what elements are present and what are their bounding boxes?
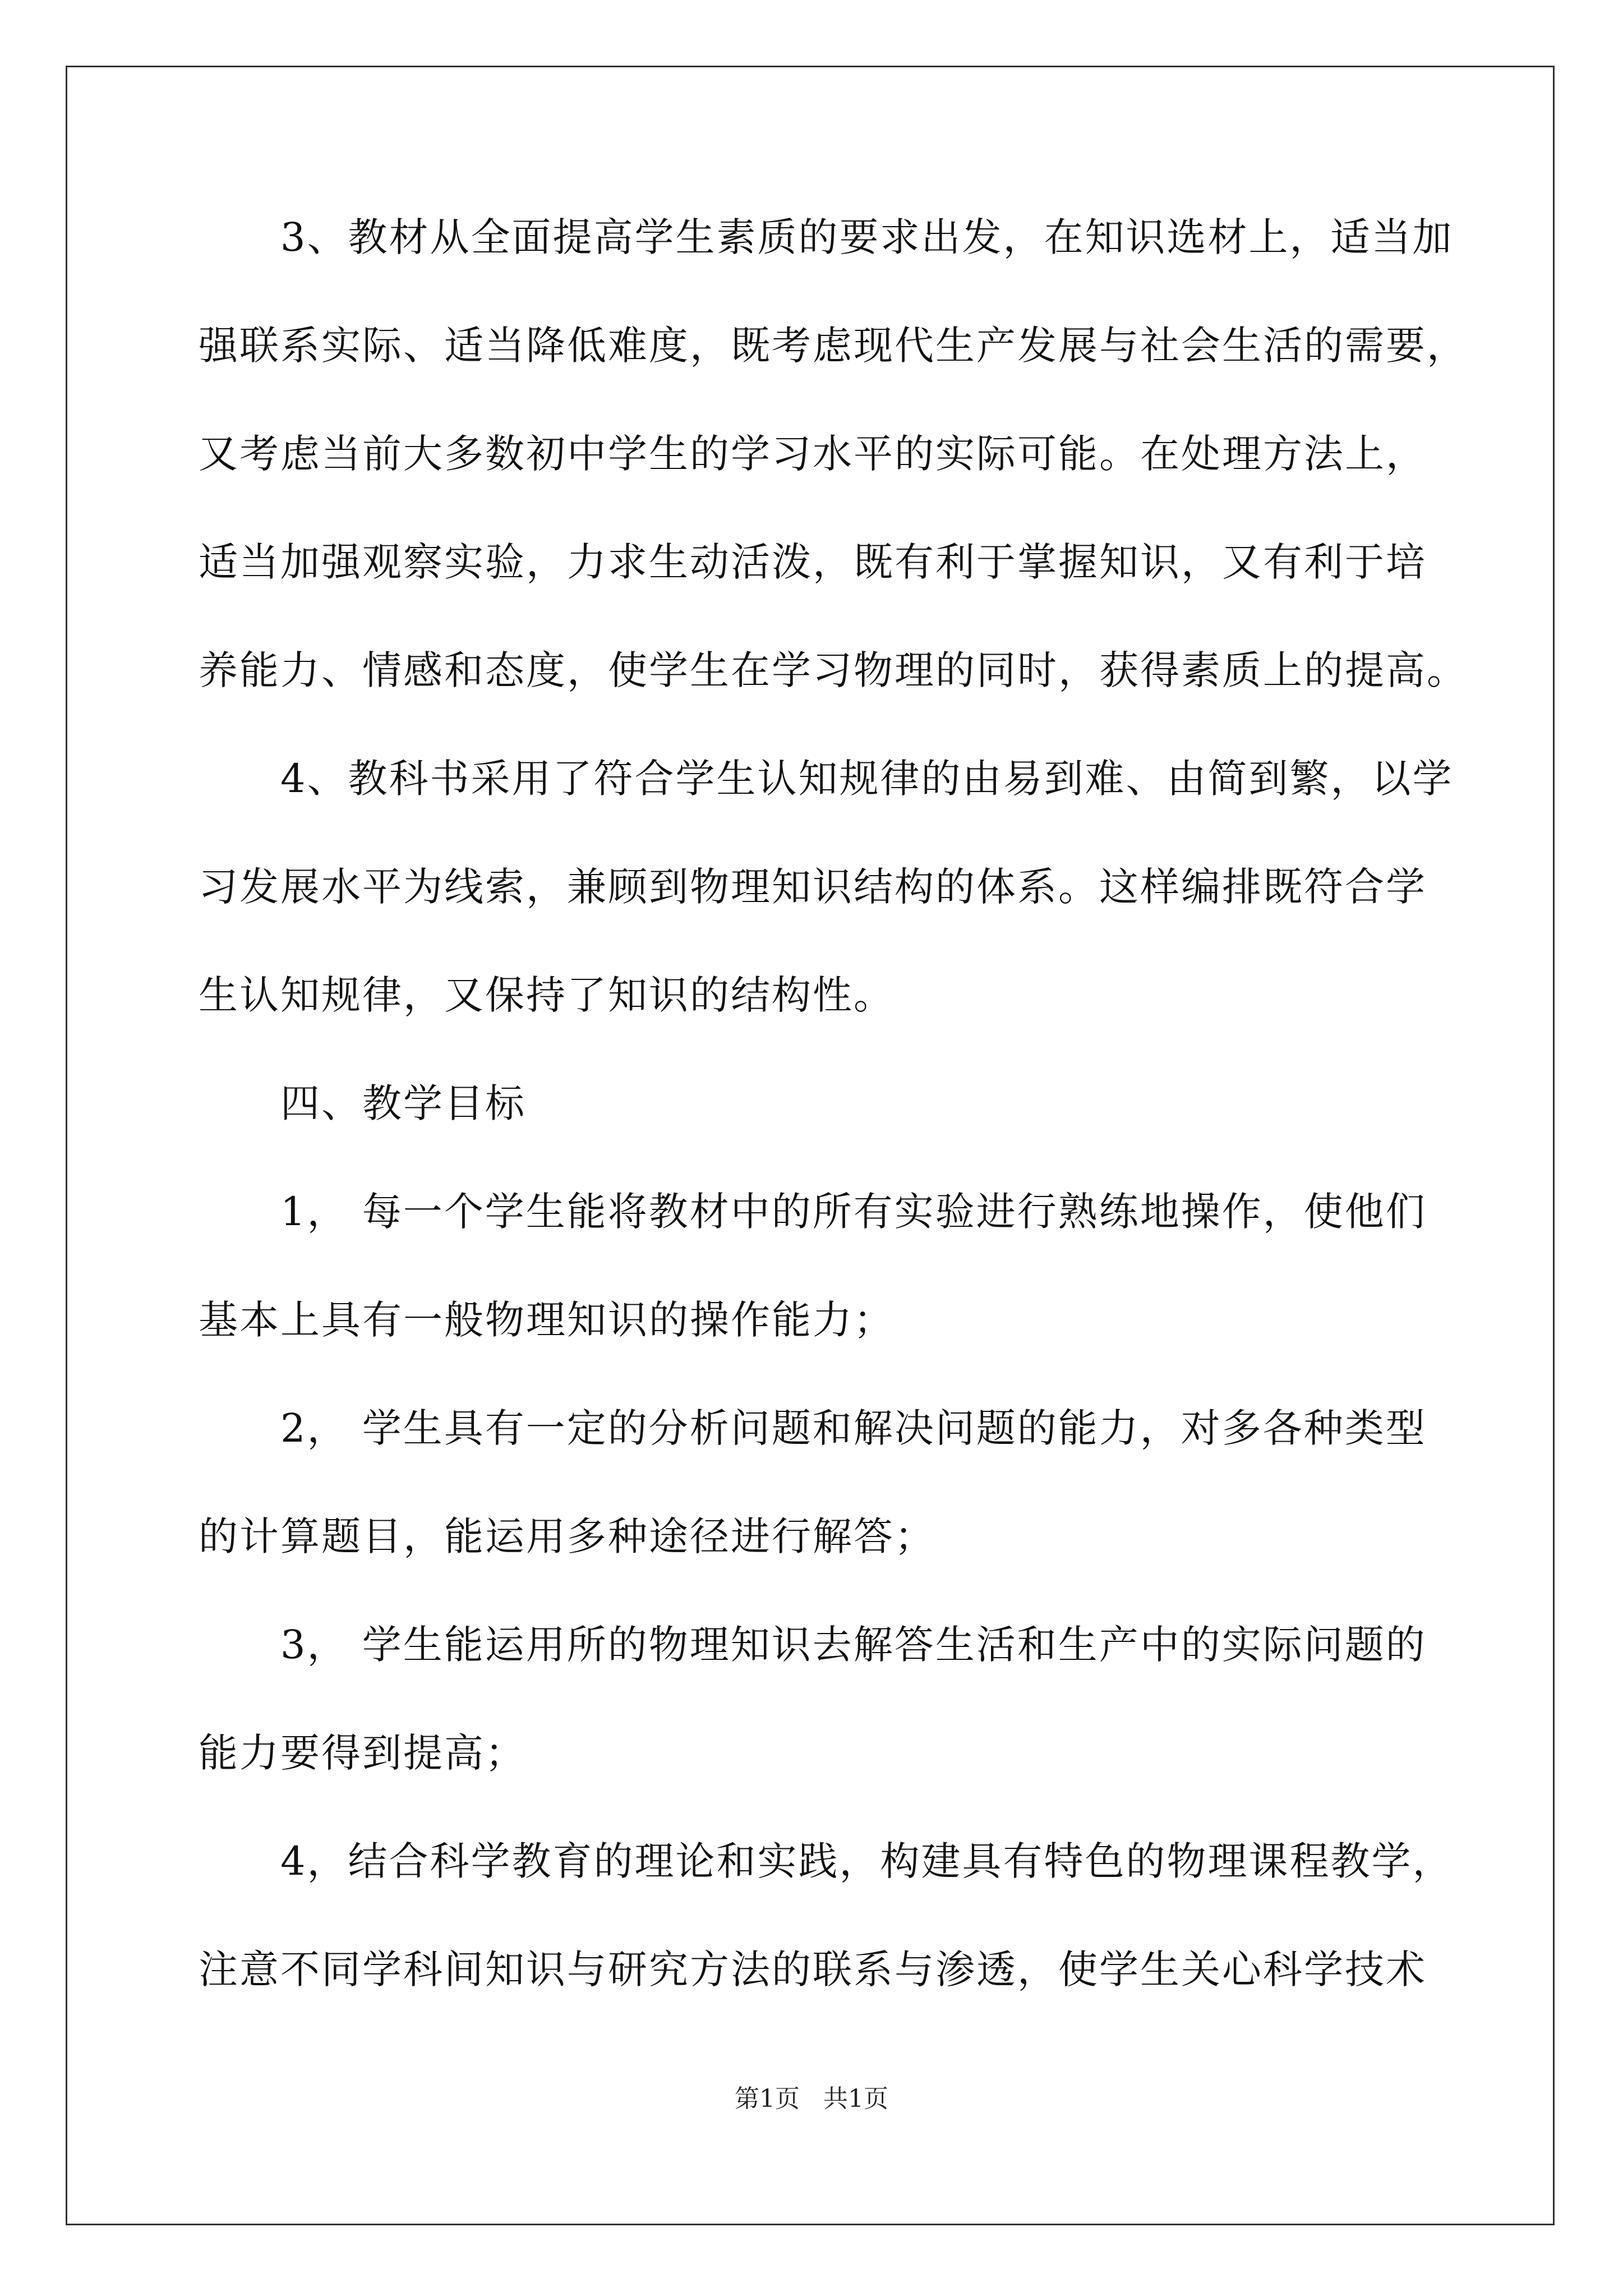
paragraph-3-line-5: 养能力、情感和态度，使学生在学习物理的同时，获得素质上的提高。: [199, 647, 1468, 693]
paragraph-3-line-3: 又考虑当前大多数初中学生的学习水平的实际可能。在处理方法上，: [199, 431, 1427, 477]
goal-2-line-1: 2， 学生具有一定的分析问题和解决问题的能力，对多各种类型: [280, 1405, 1427, 1451]
goal-4-line-1: 4，结合科学教育的理论和实践，构建具有特色的物理课程教学，: [280, 1838, 1454, 1884]
goal-1-line-1: 1， 每一个学生能将教材中的所有实验进行熟练地操作，使他们: [280, 1189, 1427, 1235]
page-border: [66, 66, 1555, 2225]
page-number-footer: 第1页 共1页: [735, 2085, 888, 2113]
goal-2-line-2: 的计算题目，能运用多种途径进行解答；: [199, 1513, 935, 1559]
goal-4-line-2: 注意不同学科间知识与研究方法的联系与渗透，使学生关心科学技术: [199, 1947, 1427, 1993]
paragraph-4-line-3: 生认知规律，又保持了知识的结构性。: [199, 972, 895, 1018]
goal-3-line-2: 能力要得到提高；: [199, 1730, 526, 1776]
goal-1-line-2: 基本上具有一般物理知识的操作能力；: [199, 1297, 895, 1343]
paragraph-3-line-2: 强联系实际、适当降低难度，既考虑现代生产发展与社会生活的需要，: [199, 323, 1468, 369]
paragraph-3-line-4: 适当加强观察实验，力求生动活泼，既有利于掌握知识，又有利于培: [199, 539, 1427, 585]
goal-3-line-1: 3， 学生能运用所的物理知识去解答生活和生产中的实际问题的: [280, 1622, 1427, 1668]
paragraph-4-line-1: 4、教科书采用了符合学生认知规律的由易到难、由简到繁，以学: [280, 756, 1454, 802]
section-heading-teaching-goals: 四、教学目标: [280, 1080, 526, 1126]
paragraph-3-line-1: 3、教材从全面提高学生素质的要求出发，在知识选材上，适当加: [280, 214, 1454, 260]
paragraph-4-line-2: 习发展水平为线索，兼顾到物理知识结构的体系。这样编排既符合学: [199, 864, 1427, 910]
